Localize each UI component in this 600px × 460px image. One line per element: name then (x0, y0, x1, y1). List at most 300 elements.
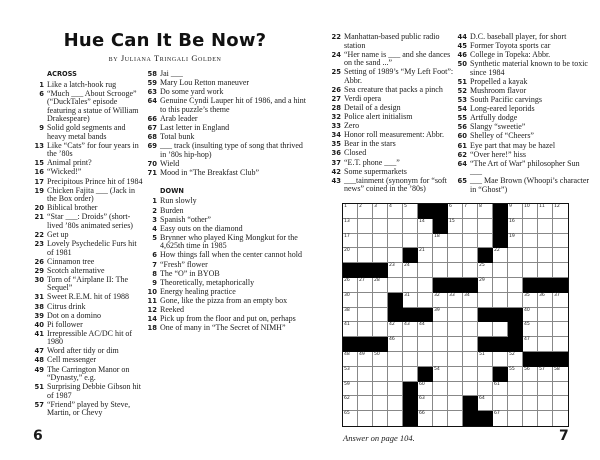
grid-cell[interactable] (463, 234, 478, 249)
clue-number: 6 (152, 251, 157, 260)
cell-number: 27 (359, 277, 365, 283)
grid-cell[interactable] (373, 308, 388, 323)
grid-cell[interactable] (478, 293, 493, 308)
down-clue (146, 324, 306, 333)
across-heading: ACROSS (47, 70, 77, 78)
grid-cell[interactable] (403, 293, 418, 308)
clue-text: Energy healing practice (160, 286, 236, 296)
clue-number: 37 (331, 158, 341, 167)
grid-cell[interactable] (418, 382, 433, 397)
grid-cell[interactable] (538, 322, 553, 337)
cell-number: 65 (344, 411, 350, 417)
grid-cell[interactable] (448, 219, 463, 234)
grid-cell[interactable] (433, 367, 448, 382)
clue-number: 24 (331, 50, 341, 59)
clue-number: 42 (331, 167, 341, 176)
clue-number: 60 (457, 132, 467, 141)
clue-number: 59 (147, 79, 157, 88)
cell-number: 62 (344, 396, 350, 402)
grid-cell[interactable] (523, 367, 538, 382)
grid-cell[interactable] (553, 293, 568, 308)
grid-cell[interactable] (508, 382, 523, 397)
grid-cell[interactable] (523, 337, 538, 352)
grid-cell[interactable] (553, 382, 568, 397)
right-page-number: 7 (559, 428, 569, 444)
grid-cell[interactable] (478, 382, 493, 397)
clue-text: The Carrington Manor on “Dynasty,” e.g. (47, 364, 130, 383)
grid-cell[interactable] (388, 337, 403, 352)
clue-number: 44 (457, 33, 467, 41)
grid-cell[interactable] (463, 322, 478, 337)
grid-cell[interactable] (388, 382, 403, 397)
grid-cell[interactable] (373, 411, 388, 426)
grid-cell[interactable] (418, 219, 433, 234)
grid-cell[interactable] (388, 234, 403, 249)
clue-number: 35 (331, 140, 341, 149)
grid-cell[interactable] (508, 248, 523, 263)
grid-cell[interactable] (358, 293, 373, 308)
grid-cell[interactable] (448, 293, 463, 308)
clue-number: 8 (152, 269, 157, 278)
clue-number: 48 (34, 356, 44, 365)
clue-text: Propelled a kayak (470, 76, 528, 86)
grid-cell[interactable] (508, 293, 523, 308)
cell-number: 45 (524, 322, 530, 328)
clue-column-4 (456, 33, 592, 195)
clue-number: 3 (152, 215, 157, 224)
grid-cell[interactable] (403, 219, 418, 234)
grid-cell[interactable] (388, 396, 403, 411)
grid-cell[interactable] (493, 248, 508, 263)
grid-cell[interactable] (388, 263, 403, 278)
clue-number: 43 (331, 176, 341, 185)
grid-cell[interactable] (523, 308, 538, 323)
grid-cell[interactable] (508, 204, 523, 219)
puzzle-title: Hue Can It Be Now? (63, 30, 267, 51)
grid-cell[interactable] (433, 308, 448, 323)
grid-cell[interactable] (418, 411, 433, 426)
grid-cell[interactable] (538, 308, 553, 323)
grid-cell[interactable] (538, 263, 553, 278)
down-clue (330, 177, 456, 194)
grid-cell[interactable] (478, 204, 493, 219)
grid-cell[interactable] (538, 219, 553, 234)
clue-number: 9 (152, 278, 157, 287)
down-clue (456, 132, 592, 141)
grid-cell[interactable] (463, 308, 478, 323)
grid-cell[interactable] (493, 322, 508, 337)
grid-cell[interactable] (388, 322, 403, 337)
clue-number: 17 (34, 177, 44, 186)
grid-cell[interactable] (388, 204, 403, 219)
grid-cell[interactable] (358, 322, 373, 337)
across-clue (33, 142, 145, 159)
grid-cell[interactable] (388, 278, 403, 293)
clue-text: Slangy “sweetie” (470, 122, 526, 132)
clue-number: 53 (457, 96, 467, 105)
clue-number: 69 (147, 142, 157, 151)
crossword-grid[interactable] (342, 203, 569, 427)
cell-number: 42 (389, 322, 395, 328)
grid-cell[interactable] (523, 219, 538, 234)
grid-cell[interactable] (358, 367, 373, 382)
cell-number: 19 (509, 233, 515, 239)
clue-text: “Wicked!” (47, 167, 82, 177)
across-clue (33, 90, 145, 124)
clue-text: Closed (344, 148, 367, 158)
down-clue (330, 33, 456, 50)
grid-cell[interactable] (388, 248, 403, 263)
clue-text: Easy outs on the diamond (160, 223, 243, 233)
grid-cell[interactable] (418, 337, 433, 352)
across-clue (33, 321, 145, 330)
grid-cell[interactable] (463, 293, 478, 308)
across-clue (33, 312, 145, 321)
grid-cell[interactable] (448, 234, 463, 249)
clue-text: Detail of a design (344, 102, 401, 112)
grid-cell[interactable] (403, 352, 418, 367)
clue-number: 18 (147, 324, 157, 333)
down-clue (146, 234, 306, 251)
black-square (553, 278, 568, 293)
cell-number: 35 (524, 292, 530, 298)
clue-text: “The Art of War” philosopher Sun ___ (470, 158, 580, 177)
cell-number: 3 (374, 204, 377, 209)
clue-number: 68 (147, 133, 157, 142)
grid-cell[interactable] (508, 219, 523, 234)
clue-number: 57 (34, 400, 44, 409)
grid-cell[interactable] (343, 352, 358, 367)
clue-number: 45 (457, 42, 467, 51)
grid-cell[interactable] (403, 204, 418, 219)
grid-cell[interactable] (343, 308, 358, 323)
grid-cell[interactable] (478, 219, 493, 234)
clue-text: Biblical brother (47, 203, 98, 213)
grid-cell[interactable] (538, 204, 553, 219)
grid-cell[interactable] (448, 204, 463, 219)
grid-cell[interactable] (373, 382, 388, 397)
grid-cell[interactable] (358, 234, 373, 249)
grid-cell[interactable] (523, 293, 538, 308)
grid-cell[interactable] (433, 411, 448, 426)
grid-cell[interactable] (448, 263, 463, 278)
grid-cell[interactable] (388, 411, 403, 426)
grid-cell[interactable] (358, 248, 373, 263)
grid-cell[interactable] (553, 322, 568, 337)
grid-cell[interactable] (523, 396, 538, 411)
grid-cell[interactable] (433, 293, 448, 308)
grid-cell[interactable] (373, 278, 388, 293)
grid-cell[interactable] (463, 263, 478, 278)
grid-cell[interactable] (493, 352, 508, 367)
grid-cell[interactable] (523, 248, 538, 263)
grid-cell[interactable] (418, 322, 433, 337)
grid-cell[interactable] (463, 337, 478, 352)
across-clue (33, 330, 145, 347)
grid-cell[interactable] (553, 308, 568, 323)
grid-cell[interactable] (403, 337, 418, 352)
grid-cell[interactable] (343, 396, 358, 411)
clue-text: Some supermarkets (344, 166, 407, 176)
grid-cell[interactable] (388, 219, 403, 234)
clue-text: Surprising Debbie Gibson hit of 1987 (47, 382, 141, 400)
grid-cell[interactable] (553, 234, 568, 249)
grid-cell[interactable] (478, 263, 493, 278)
grid-cell[interactable] (373, 367, 388, 382)
clue-number: 4 (152, 224, 157, 233)
cell-number: 9 (509, 204, 512, 209)
grid-cell[interactable] (343, 204, 358, 219)
grid-cell[interactable] (403, 322, 418, 337)
grid-cell[interactable] (493, 411, 508, 426)
grid-cell[interactable] (373, 352, 388, 367)
grid-cell[interactable] (433, 248, 448, 263)
grid-cell[interactable] (538, 248, 553, 263)
grid-cell[interactable] (433, 322, 448, 337)
grid-cell[interactable] (373, 234, 388, 249)
grid-cell[interactable] (493, 382, 508, 397)
grid-cell[interactable] (388, 367, 403, 382)
grid-cell[interactable] (373, 322, 388, 337)
grid-cell[interactable] (343, 411, 358, 426)
cell-number: 63 (419, 396, 425, 402)
grid-cell[interactable] (358, 308, 373, 323)
cell-number: 33 (449, 292, 455, 298)
grid-cell[interactable] (523, 322, 538, 337)
clue-number: 19 (34, 186, 44, 195)
grid-cell[interactable] (553, 367, 568, 382)
across-clue (33, 366, 145, 383)
grid-cell[interactable] (523, 411, 538, 426)
cell-number: 41 (344, 322, 350, 328)
clue-text: ___tainment (synonym for “soft news” coined in the ’80s) (344, 175, 447, 194)
down-clue (146, 197, 306, 206)
grid-cell[interactable] (553, 204, 568, 219)
down-clue (146, 251, 306, 260)
grid-cell[interactable] (343, 293, 358, 308)
grid-cell[interactable] (433, 352, 448, 367)
black-square (433, 219, 448, 234)
grid-cell[interactable] (343, 248, 358, 263)
cell-number: 13 (344, 218, 350, 224)
across-clue (33, 81, 145, 90)
grid-cell[interactable] (523, 204, 538, 219)
grid-cell[interactable] (418, 248, 433, 263)
grid-cell[interactable] (508, 367, 523, 382)
down-clue (146, 270, 306, 279)
black-square (508, 308, 523, 323)
grid-cell[interactable] (433, 396, 448, 411)
grid-cell[interactable] (508, 263, 523, 278)
clue-number: 23 (34, 240, 44, 249)
grid-cell[interactable] (388, 352, 403, 367)
grid-cell[interactable] (418, 278, 433, 293)
clue-number: 5 (152, 233, 157, 242)
grid-cell[interactable] (478, 396, 493, 411)
grid-cell[interactable] (478, 278, 493, 293)
grid-cell[interactable] (433, 337, 448, 352)
grid-cell[interactable] (448, 411, 463, 426)
cell-number: 36 (539, 292, 545, 298)
grid-cell[interactable] (538, 293, 553, 308)
grid-cell[interactable] (478, 367, 493, 382)
clue-number: 21 (34, 213, 44, 222)
cell-number: 7 (464, 204, 467, 209)
black-square (478, 411, 493, 426)
clue-text: Theoretically, metaphorically (160, 277, 255, 287)
clue-number: 12 (147, 305, 157, 314)
grid-cell[interactable] (463, 367, 478, 382)
grid-cell[interactable] (403, 263, 418, 278)
clue-text: Manhattan-based public radio station (344, 32, 440, 50)
clue-number: 54 (457, 105, 467, 114)
grid-cell[interactable] (448, 382, 463, 397)
grid-cell[interactable] (463, 352, 478, 367)
grid-cell[interactable] (448, 352, 463, 367)
grid-cell[interactable] (343, 382, 358, 397)
grid-cell[interactable] (343, 278, 358, 293)
cell-number: 25 (479, 263, 485, 269)
cell-number: 60 (419, 381, 425, 387)
grid-cell[interactable] (373, 204, 388, 219)
grid-cell[interactable] (523, 234, 538, 249)
grid-cell[interactable] (373, 396, 388, 411)
grid-cell[interactable] (358, 396, 373, 411)
grid-cell[interactable] (493, 278, 508, 293)
grid-cell[interactable] (448, 367, 463, 382)
grid-cell[interactable] (358, 278, 373, 293)
grid-cell[interactable] (538, 367, 553, 382)
clue-text: Run slowly (160, 196, 197, 206)
grid-cell[interactable] (538, 396, 553, 411)
cell-number: 2 (359, 204, 362, 209)
black-square (433, 278, 448, 293)
clue-column-3 (330, 33, 456, 194)
cell-number: 53 (344, 366, 350, 372)
down-clue (146, 207, 306, 216)
across-clue (146, 142, 306, 159)
clue-number: 55 (457, 114, 467, 123)
grid-cell[interactable] (433, 234, 448, 249)
grid-cell[interactable] (478, 352, 493, 367)
grid-cell[interactable] (493, 263, 508, 278)
clue-number: 56 (457, 123, 467, 132)
grid-cell[interactable] (553, 263, 568, 278)
cell-number: 58 (554, 366, 560, 372)
grid-cell[interactable] (418, 352, 433, 367)
clue-number: 1 (152, 197, 157, 206)
grid-cell[interactable] (463, 204, 478, 219)
grid-cell[interactable] (343, 322, 358, 337)
grid-cell[interactable] (358, 411, 373, 426)
grid-cell[interactable] (463, 248, 478, 263)
clue-number: 14 (147, 315, 157, 324)
grid-cell[interactable] (418, 396, 433, 411)
grid-cell[interactable] (418, 263, 433, 278)
grid-cell[interactable] (358, 382, 373, 397)
grid-cell[interactable] (373, 293, 388, 308)
grid-cell[interactable] (538, 234, 553, 249)
grid-cell[interactable] (448, 248, 463, 263)
across-clue (33, 401, 145, 418)
grid-cell[interactable] (478, 234, 493, 249)
grid-cell[interactable] (448, 396, 463, 411)
grid-cell[interactable] (508, 411, 523, 426)
grid-cell[interactable] (373, 219, 388, 234)
grid-cell[interactable] (343, 234, 358, 249)
clue-text: Jai ___ (160, 69, 183, 78)
clue-number: 7 (152, 260, 157, 269)
grid-cell[interactable] (553, 337, 568, 352)
grid-cell[interactable] (358, 219, 373, 234)
grid-cell[interactable] (508, 396, 523, 411)
grid-cell[interactable] (343, 219, 358, 234)
black-square (478, 308, 493, 323)
grid-cell[interactable] (403, 278, 418, 293)
grid-cell[interactable] (418, 293, 433, 308)
grid-cell[interactable] (358, 204, 373, 219)
grid-cell[interactable] (478, 322, 493, 337)
clue-number: 41 (34, 329, 44, 338)
clue-text: Like “Cats” for four years in the ’80s (47, 140, 139, 159)
clue-number: 70 (147, 159, 157, 168)
grid-cell[interactable] (463, 382, 478, 397)
grid-cell[interactable] (538, 337, 553, 352)
grid-cell[interactable] (433, 263, 448, 278)
grid-cell[interactable] (553, 396, 568, 411)
clue-text: Word after tidy or dim (47, 346, 119, 356)
grid-cell[interactable] (403, 234, 418, 249)
grid-cell[interactable] (553, 248, 568, 263)
grid-cell[interactable] (433, 382, 448, 397)
clue-text: Setting of 1989’s “My Left Foot”: Abbr. (344, 67, 454, 85)
grid-cell[interactable] (448, 322, 463, 337)
grid-cell[interactable] (553, 411, 568, 426)
grid-cell[interactable] (508, 234, 523, 249)
grid-cell[interactable] (538, 411, 553, 426)
clue-text: Gone, like the pizza from an empty box (160, 295, 288, 305)
grid-cell[interactable] (448, 337, 463, 352)
clue-number: 13 (34, 141, 44, 150)
cell-number: 17 (344, 233, 350, 239)
grid-cell[interactable] (463, 219, 478, 234)
grid-cell[interactable] (418, 234, 433, 249)
grid-cell[interactable] (523, 263, 538, 278)
grid-cell[interactable] (538, 382, 553, 397)
grid-cell[interactable] (508, 352, 523, 367)
grid-cell[interactable] (508, 278, 523, 293)
clue-text: Get up (47, 229, 69, 239)
grid-cell[interactable] (493, 293, 508, 308)
cell-number: 44 (419, 322, 425, 328)
cell-number: 31 (404, 292, 410, 298)
clue-text: ___ Mae Brown (Whoopi’s character in “Ghost”) (470, 176, 590, 194)
grid-cell[interactable] (553, 219, 568, 234)
across-clue (33, 356, 145, 365)
grid-cell[interactable] (493, 396, 508, 411)
grid-cell[interactable] (343, 367, 358, 382)
black-square (508, 337, 523, 352)
black-square (493, 367, 508, 382)
clue-text: “Fresh” flower (160, 259, 208, 269)
grid-cell[interactable] (523, 382, 538, 397)
grid-cell[interactable] (403, 367, 418, 382)
grid-cell[interactable] (373, 248, 388, 263)
black-square (433, 204, 448, 219)
clue-text: Sweet R.E.M. hit of 1988 (47, 292, 129, 302)
grid-cell[interactable] (448, 308, 463, 323)
grid-cell[interactable] (358, 352, 373, 367)
